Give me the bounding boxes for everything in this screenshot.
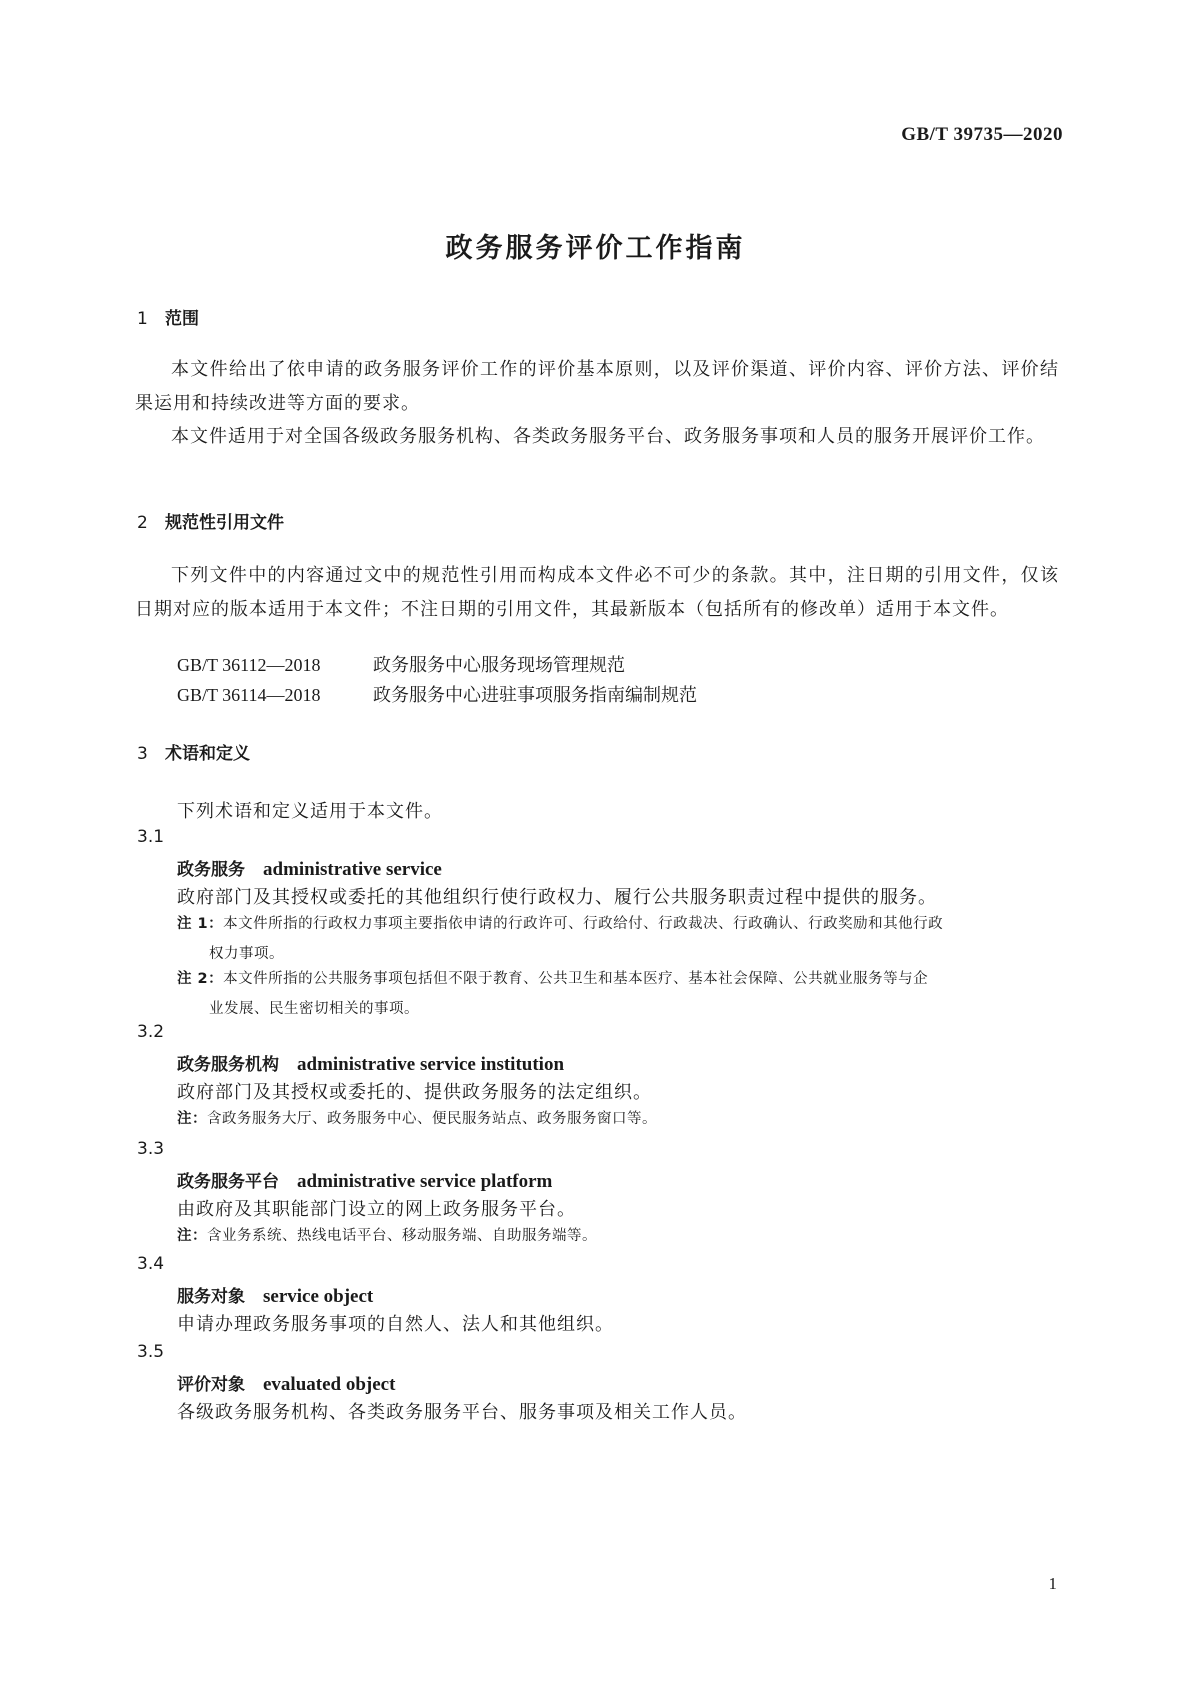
term-en: service object — [263, 1286, 374, 1307]
section-title: 范围 — [165, 309, 199, 329]
term-definition: 申请办理政务服务事项的自然人、法人和其他组织。 — [177, 1314, 614, 1335]
term-number: 3.5 — [137, 1342, 165, 1362]
section-number: 2 — [137, 513, 148, 533]
term-number: 3.3 — [137, 1139, 165, 1159]
note-label: 注： — [177, 1228, 207, 1244]
note-text: 含政务服务大厅、政务服务中心、便民服务站点、政务服务窗口等。 — [207, 1111, 657, 1127]
term-definition: 各级政务服务机构、各类政务服务平台、服务事项及相关工作人员。 — [177, 1402, 747, 1423]
term-title — [177, 1282, 373, 1308]
note-text-continued: 业发展、民生密切相关的事项。 — [209, 1001, 419, 1017]
section-3-heading — [137, 739, 250, 764]
section-number: 1 — [137, 309, 148, 329]
term-definition: 政府部门及其授权或委托的其他组织行使行政权力、履行公共服务职责过程中提供的服务。 — [177, 887, 937, 908]
term-en: administrative service — [263, 859, 442, 880]
term-zh: 政务服务 — [177, 860, 245, 880]
term-note — [177, 1221, 1061, 1251]
term-number: 3.1 — [137, 827, 165, 847]
term-title — [177, 1167, 552, 1193]
term-zh: 政务服务机构 — [177, 1055, 279, 1075]
reference-item — [177, 681, 697, 707]
term-en: evaluated object — [263, 1374, 396, 1395]
section-1-paragraph-1: 本文件给出了依申请的政务服务评价工作的评价基本原则，以及评价渠道、评价内容、评价方法、评价结果运用和持续改进等方面的要求。 — [135, 359, 1059, 414]
section-2-paragraph: 下列文件中的内容通过文中的规范性引用而构成本文件必不可少的条款。其中，注日期的引用文件，仅该日期对应的版本适用于本文件；不注日期的引用文件，其最新版本（包括所有的修改单）适用于本文件。 — [135, 565, 1059, 620]
note-text: 含业务系统、热线电话平台、移动服务端、自助服务端等。 — [207, 1228, 597, 1244]
section-2-heading — [137, 508, 284, 533]
reference-item — [177, 651, 625, 677]
section-3-intro: 下列术语和定义适用于本文件。 — [177, 801, 443, 822]
reference-code: GB/T 36112—2018 — [177, 655, 321, 675]
note-text: 本文件所指的公共服务事项包括但不限于教育、公共卫生和基本医疗、基本社会保障、公共就业服务等与企 — [223, 971, 929, 987]
section-number: 3 — [137, 744, 148, 764]
note-label: 注 1： — [177, 916, 224, 932]
note-label: 注： — [177, 1111, 207, 1127]
note-text-continued: 权力事项。 — [209, 946, 284, 962]
section-1-heading — [137, 304, 199, 329]
reference-title: 政务服务中心服务现场管理规范 — [373, 655, 625, 676]
term-definition: 由政府及其职能部门设立的网上政务服务平台。 — [177, 1199, 576, 1220]
term-zh: 服务对象 — [177, 1287, 245, 1307]
note-text: 本文件所指的行政权力事项主要指依申请的行政许可、行政给付、行政裁决、行政确认、行政奖励和其他行政 — [223, 916, 944, 932]
term-number: 3.4 — [137, 1254, 165, 1274]
section-title: 术语和定义 — [165, 744, 250, 764]
term-note — [177, 1104, 1061, 1134]
term-definition: 政府部门及其授权或委托的、提供政务服务的法定组织。 — [177, 1082, 652, 1103]
term-title — [177, 855, 442, 881]
document-title: 政务服务评价工作指南 — [445, 233, 746, 264]
term-zh: 政务服务平台 — [177, 1172, 279, 1192]
term-zh: 评价对象 — [177, 1375, 245, 1395]
term-number: 3.2 — [137, 1022, 165, 1042]
term-title — [177, 1050, 564, 1076]
page-number: 1 — [1048, 1574, 1057, 1593]
reference-title: 政务服务中心进驻事项服务指南编制规范 — [373, 685, 697, 706]
section-1-paragraph-2: 本文件适用于对全国各级政务服务机构、各类政务服务平台、政务服务事项和人员的服务开展评价工作。 — [171, 426, 1045, 447]
term-en: administrative service institution — [297, 1054, 565, 1075]
standard-code: GB/T 39735—2020 — [901, 124, 1063, 145]
term-note — [177, 909, 1061, 969]
section-title: 规范性引用文件 — [165, 513, 284, 533]
term-en: administrative service platform — [297, 1171, 553, 1192]
term-title — [177, 1370, 395, 1396]
note-label: 注 2： — [177, 971, 224, 987]
term-note — [177, 964, 1061, 1024]
reference-code: GB/T 36114—2018 — [177, 685, 321, 705]
